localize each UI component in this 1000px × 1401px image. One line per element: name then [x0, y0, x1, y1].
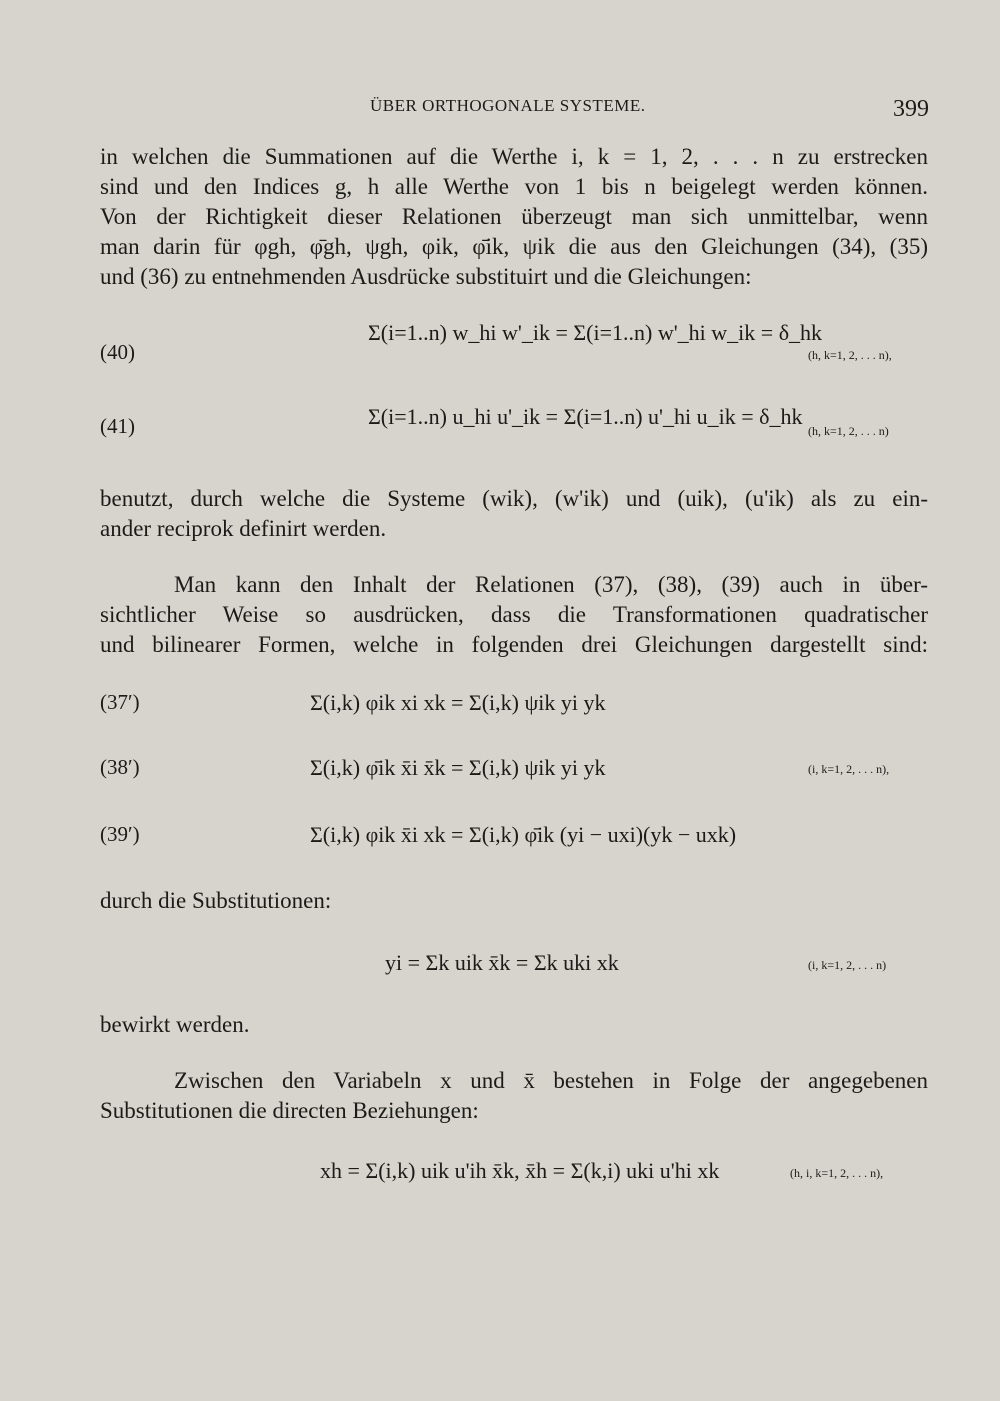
text-line: und bilinearer Formen, welche in folgenden drei Gleichungen dargestellt sind:: [100, 632, 928, 657]
equation-41: Σ(i=1..n) u_hi u'_ik = Σ(i=1..n) u'_hi u_ik = δ_hk: [368, 404, 803, 429]
paragraph-2: [100, 484, 928, 544]
text-line: Substitutionen die directen Beziehungen:: [100, 1098, 479, 1123]
paragraph-1: [100, 142, 928, 292]
equation-range: (i, k=1, 2, . . . n): [808, 958, 887, 972]
text-line: und (36) zu entnehmenden Ausdrücke substituirt und die Gleichungen:: [100, 264, 752, 289]
text-line: Zwischen den Variabeln x und x̄ bestehen in Folge der angegebenen: [174, 1068, 928, 1093]
paragraph-3: [100, 570, 928, 660]
equation-range: (h, k=1, 2, . . . n): [808, 424, 889, 438]
text-line: bewirkt werden.: [100, 1012, 250, 1037]
paragraph-6: [100, 1066, 928, 1126]
text-line: sind und den Indices g, h alle Werthe von 1 bis n beigelegt werden können.: [100, 174, 928, 199]
equation-number: (38′): [100, 755, 140, 779]
equation-range: (h, k=1, 2, . . . n),: [808, 348, 892, 362]
equation-range: (i, k=1, 2, . . . n),: [808, 762, 890, 776]
text-line: ander reciprok definirt werden.: [100, 516, 387, 541]
equation-substitution: yi = Σk uik x̄k = Σk uki xk: [385, 950, 619, 975]
text-line: Man kann den Inhalt der Relationen (37), (38), (39) auch in über-: [174, 572, 928, 597]
equation-number: (40): [100, 340, 135, 364]
equation-direct-relations: xh = Σ(i,k) uik u'ih x̄k, x̄h = Σ(k,i) uki u'hi xk: [320, 1158, 720, 1183]
text-line: durch die Substitutionen:: [100, 888, 332, 913]
running-head: ÜBER ORTHOGONALE SYSTEME.: [370, 96, 646, 115]
equation-37-prime: Σ(i,k) φik xi xk = Σ(i,k) ψik yi yk: [310, 690, 606, 715]
text-line: Von der Richtigkeit dieser Relationen überzeugt man sich unmittelbar, wenn: [100, 204, 928, 229]
paragraph-5: [100, 1010, 928, 1040]
equation-number: (39′): [100, 822, 140, 846]
text-line: in welchen die Summationen auf die Werthe i, k = 1, 2, . . . n zu erstrecken: [100, 144, 928, 169]
text-line: sichtlicher Weise so ausdrücken, dass die Transformationen quadratischer: [100, 602, 928, 627]
equation-range: (h, i, k=1, 2, . . . n),: [790, 1166, 884, 1180]
equation-39-prime: Σ(i,k) φik x̄i xk = Σ(i,k) φ̄ik (yi − uxi)(yk − uxk): [310, 822, 737, 847]
text-line: man darin für φgh, φ̄gh, ψgh, φik, φ̄ik, ψik die aus den Gleichungen (34), (35): [100, 234, 928, 259]
equation-40: Σ(i=1..n) w_hi w'_ik = Σ(i=1..n) w'_hi w_ik = δ_hk: [368, 320, 823, 345]
paragraph-4: [100, 886, 928, 916]
equation-number: (37′): [100, 690, 140, 714]
text-line: benutzt, durch welche die Systeme (wik), (w'ik) und (uik), (u'ik) als zu ein-: [100, 486, 928, 511]
equation-38-prime: Σ(i,k) φ̄ik x̄i x̄k = Σ(i,k) ψik yi yk: [310, 755, 606, 780]
page-number: 399: [893, 96, 929, 122]
equation-number: (41): [100, 414, 135, 438]
